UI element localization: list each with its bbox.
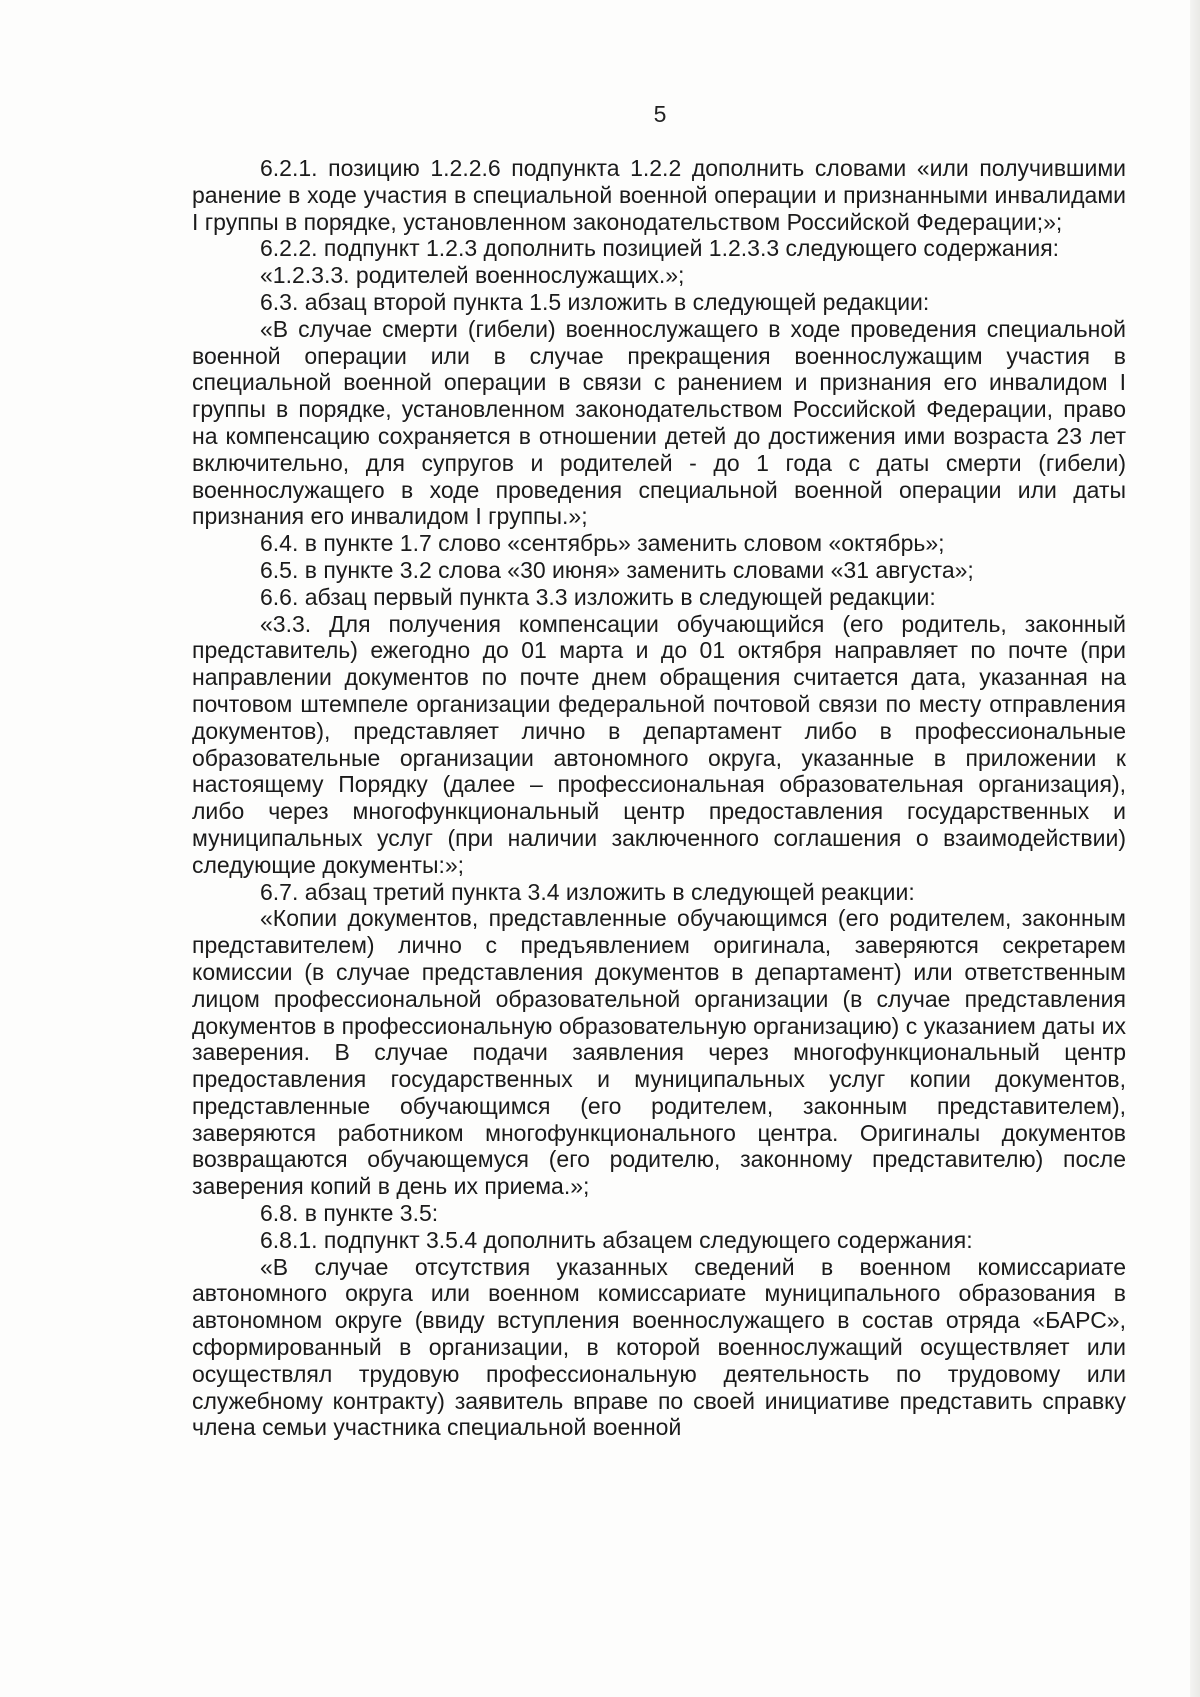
paragraph-6-2-1: 6.2.1. позицию 1.2.2.6 подпункта 1.2.2 дополнить словами «или получившими ранение в ходе участия в специальной военной операции и признанными инвалидами I группы в порядке, установленном законодательством Российской Федерации;»; (192, 155, 1126, 235)
paragraph-3-4-quote: «Копии документов, представленные обучающимся (его родителем, законным представителем) лично с предъявлением оригинала, заверяются секретарем комиссии (в случае представления документов в департамент) или ответственным лицом профессиональной образовательной организации (в случае представления документов в профессиональную образовательную организацию) с указанием даты их заверения. В случае подачи заявления через многофункциональный центр предоставления государственных и муниципальных услуг копии документов, представленные обучающимся (его родителем, законным представителем), заверяются работником многофункционального центра. Оригиналы документов возвращаются обучающемуся (его родителю, законному представителю) после заверения копий в день их приема.»; (192, 905, 1126, 1200)
paragraph-3-5-4-quote: «В случае отсутствия указанных сведений в военном комиссариате автономного округа или военном комиссариате муниципального образования в автономном округе (ввиду вступления военнослужащего в состав отряда «БАРС», сформированный в организации, в которой военнослужащий осуществляет или осуществлял трудовую профессиональную деятельность по трудовому или служебному контракту) заявитель вправе по своей инициативе представить справку члена семьи участника специальной военной (192, 1253, 1126, 1441)
paragraph-6-6: 6.6. абзац первый пункта 3.3 изложить в следующей редакции: (260, 583, 936, 610)
paragraph-6-8: 6.8. в пункте 3.5: (260, 1200, 439, 1227)
paragraph-6-4: 6.4. в пункте 1.7 слово «сентябрь» заменить словом «октябрь»; (260, 530, 945, 557)
page-number: 5 (653, 101, 667, 127)
paragraph-6-5: 6.5. в пункте 3.2 слова «30 июня» заменить словами «31 августа»; (260, 556, 974, 583)
paragraph-6-7: 6.7. абзац третий пункта 3.4 изложить в следующей реакции: (260, 878, 915, 905)
paragraph-3-3-quote: «3.3. Для получения компенсации обучающийся (его родитель, законный представитель) ежегодно до 01 марта и до 01 октября направляет по почте (при направлении документов по почте днем обращения считается дата, указанная на почтовом штемпеле организации федеральной почтовой связи по месту отправления документов), представляет лично в департамент либо в профессиональные образовательные организации автономного округа, указанные в приложении к настоящему Порядку (далее – профессиональная образовательная организация), либо через многофункциональный центр предоставления государственных и муниципальных услуг (при наличии заключенного соглашения о взаимодействии) следующие документы:»; (192, 610, 1126, 878)
paragraph-6-3: 6.3. абзац второй пункта 1.5 изложить в следующей редакции: (260, 288, 930, 315)
paragraph-6-8-1: 6.8.1. подпункт 3.5.4 дополнить абзацем следующего содержания: (260, 1226, 973, 1253)
paragraph-1-5-quote: «В случае смерти (гибели) военнослужащего в ходе проведения специальной военной операции или в случае прекращения военнослужащим участия в специальной военной операции в связи с ранением и признания его инвалидом I группы в порядке, установленном законодательством Российской Федерации, право на компенсацию сохраняется в отношении детей до достижения ими возраста 23 лет включительно, для супругов и родителей - до 1 года с даты смерти (гибели) военнослужащего в ходе проведения специальной военной операции или даты признания его инвалидом I группы.»; (192, 315, 1126, 530)
document-body (192, 155, 1126, 1441)
paragraph-1-2-3-3-quote: «1.2.3.3. родителей военнослужащих.»; (260, 262, 685, 289)
page-edge-shadow (1190, 0, 1200, 1697)
paragraph-6-2-2: 6.2.2. подпункт 1.2.3 дополнить позицией 1.2.3.3 следующего содержания: (260, 235, 1060, 262)
